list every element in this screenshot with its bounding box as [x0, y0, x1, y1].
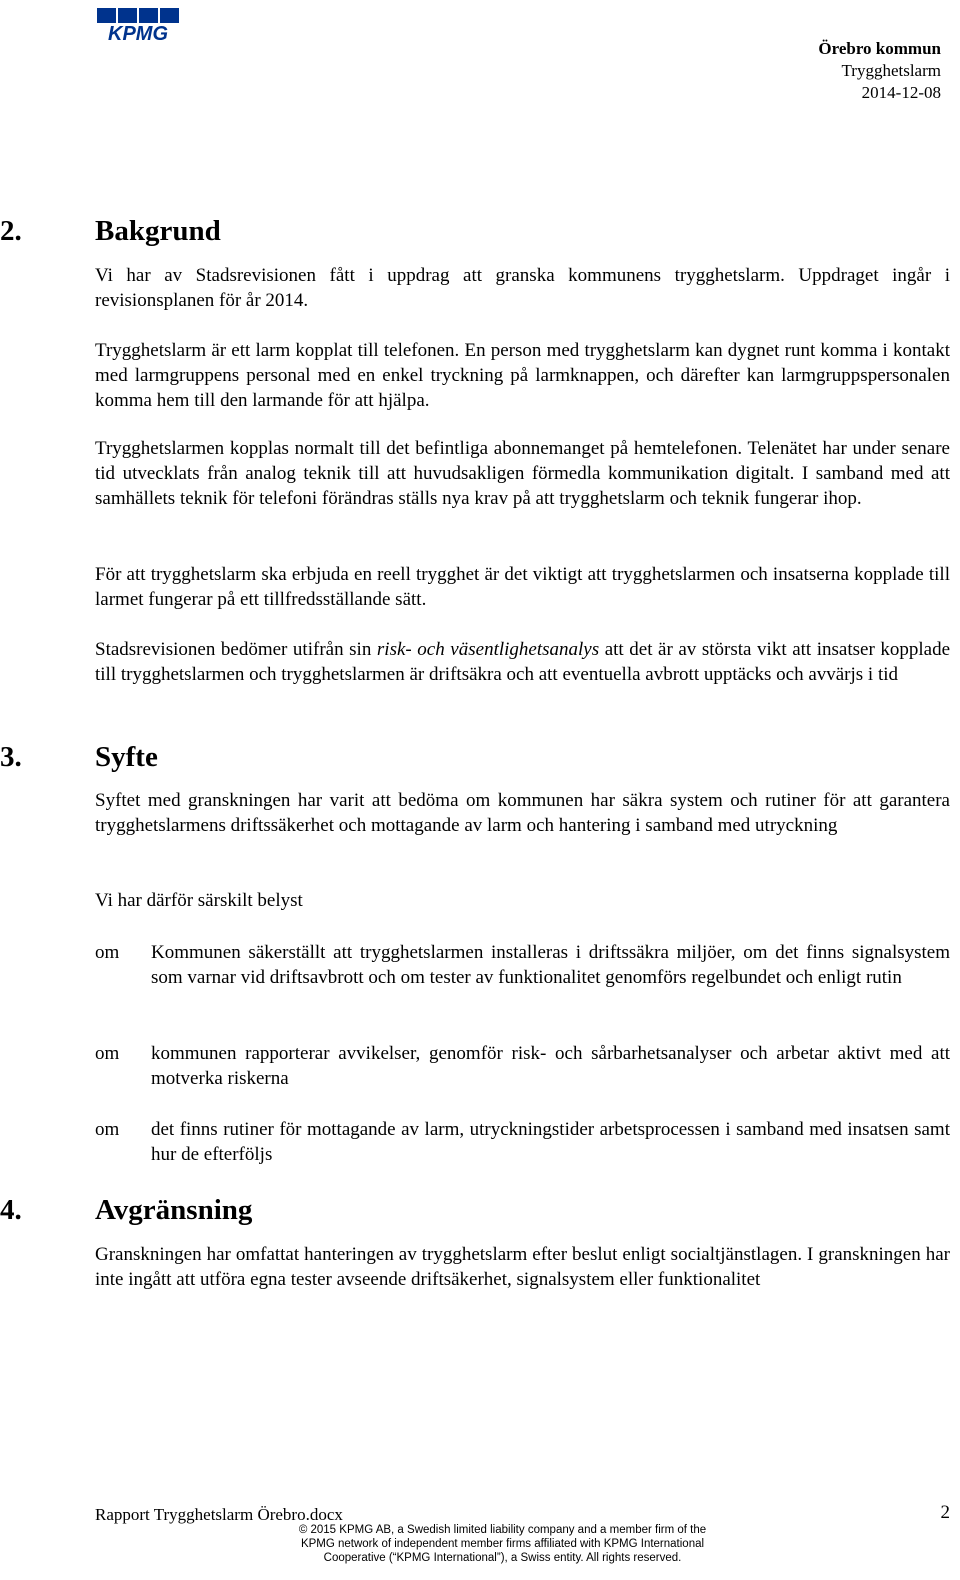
avgransning-paragraph-1: Granskningen har omfattat hanteringen av trygghetslarm efter beslut enligt socialtjänstlagen. I granskningen har inte ingått att utföra egna tester avseende driftsäkerhet, signalsystem eller funktionalitet	[95, 1244, 950, 1290]
kpmg-logo	[93, 8, 183, 42]
header-org: Örebro kommun	[818, 39, 941, 58]
p5-after: att det är av största vikt att insatser kopplade till trygghetslarmen och trygghetslarmen är driftsäkra och att eventuella avbrott upptäcks och avvärjs i tid	[95, 639, 951, 685]
syfte-paragraph-2: Vi har därför särskilt belyst	[95, 890, 303, 911]
footer-copyright	[285, 1523, 720, 1565]
list-item-label: om	[95, 942, 120, 963]
heading-number: 3.	[0, 741, 22, 773]
header-subject: Trygghetslarm	[841, 61, 941, 80]
p5-before: Stadsrevisionen bedömer utifrån sin	[95, 639, 377, 660]
copyright-line: © 2015 KPMG AB, a Swedish limited liability company and a member firm of the	[298, 1524, 707, 1536]
document-header	[818, 38, 941, 104]
heading-title: Bakgrund	[95, 215, 221, 247]
bakgrund-paragraph-4: För att trygghetslarm ska erbjuda en reell trygghet är det viktigt att trygghetslarmen och insatserna kopplade till larmet fungerar på ett tillfredsställande sätt.	[95, 564, 950, 610]
heading-title: Syfte	[95, 741, 158, 773]
bakgrund-paragraph-1: Vi har av Stadsrevisionen fått i uppdrag att granska kommunens trygghetslarm. Uppdraget ingår i revisionsplanen för år 2014.	[95, 265, 950, 311]
p5-italic: risk- och väsentlighetsanalys	[376, 639, 600, 660]
list-item-label: om	[95, 1119, 120, 1140]
list-item-label: om	[95, 1043, 120, 1064]
list-item-text: kommunen rapporterar avvikelser, genomför risk- och sårbarhetsanalyser och arbetar aktivt med att motverka riskerna	[151, 1043, 950, 1089]
kpmg-logo-text: KPMG	[108, 23, 168, 42]
header-date: 2014-12-08	[861, 83, 941, 102]
footer-filename: Rapport Trygghetslarm Örebro.docx	[95, 1505, 343, 1524]
copyright-line: Cooperative (“KPMG International”), a Swiss entity. All rights reserved.	[323, 1552, 682, 1564]
bakgrund-paragraph-5	[95, 637, 950, 687]
heading-number: 2.	[0, 215, 22, 247]
copyright-line: KPMG network of independent member firms affiliated with KPMG International	[300, 1538, 705, 1550]
page-number: 2	[940, 1502, 950, 1523]
list-item-text: det finns rutiner för mottagande av larm, utryckningstider arbetsprocessen i samband med insatsen samt hur de efterföljs	[151, 1119, 950, 1165]
heading-number: 4.	[0, 1194, 22, 1226]
heading-title: Avgränsning	[95, 1194, 253, 1226]
list-item-text: Kommunen säkerställt att trygghetslarmen installeras i driftssäkra miljöer, om det finns signalsystem som varnar vid driftsavbrott och om tester av funktionalitet genomförs regelbundet och enligt rutin	[151, 942, 950, 988]
syfte-paragraph-1: Syftet med granskningen har varit att bedöma om kommunen har säkra system och rutiner för att garantera trygghetslarmens driftssäkerhet och mottagande av larm och hantering i samband med utryckning	[95, 790, 950, 836]
bakgrund-paragraph-2: Trygghetslarm är ett larm kopplat till telefonen. En person med trygghetslarm kan dygnet runt komma i kontakt med larmgruppens personal med en enkel tryckning på larmknappen, och därefter kan larmgruppspersonalen komma hem till den larmande för att hjälpa.	[95, 340, 950, 411]
bakgrund-paragraph-3: Trygghetslarmen kopplas normalt till det befintliga abonnemanget på hemtelefonen. Telenätet har under senare tid utvecklats från analog teknik till att huvudsakligen förmedla kommunikation digitalt. I samband med att samhällets teknik för telefoni förändras ställs nya krav på att trygghetslarm och teknik fungerar ihop.	[95, 438, 950, 509]
